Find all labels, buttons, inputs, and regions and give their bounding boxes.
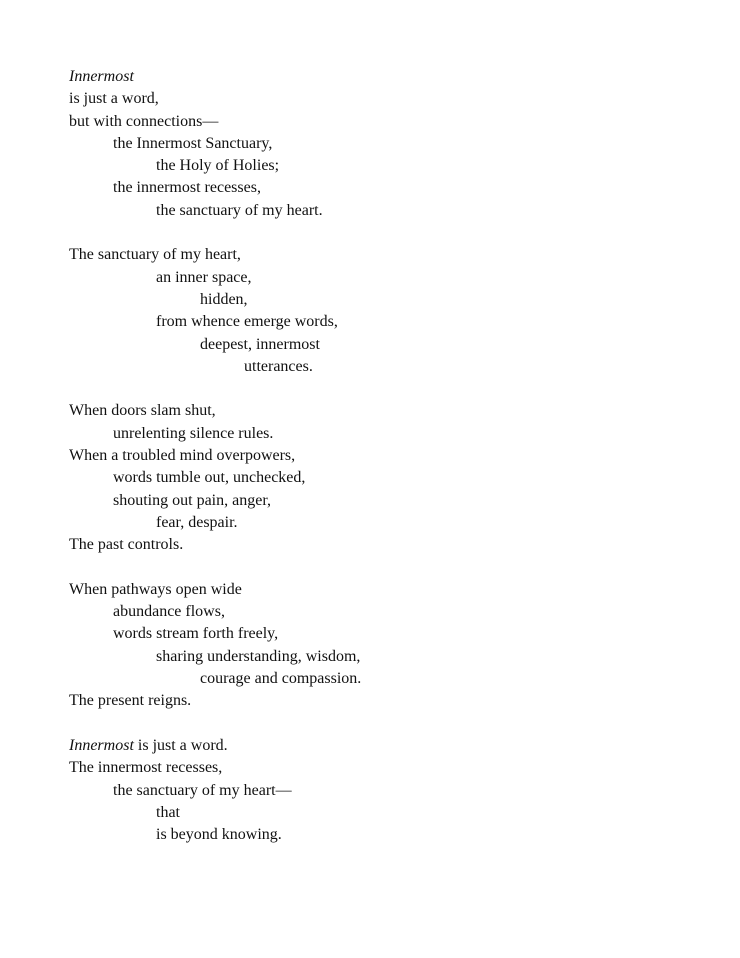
poem-line: that: [156, 803, 180, 821]
poem-line: words tumble out, unchecked,: [113, 469, 306, 487]
poem-line: the sanctuary of my heart.: [156, 201, 323, 219]
poem-line: hidden,: [200, 290, 248, 308]
stanza-3: [69, 400, 689, 556]
poem-line: an inner space,: [156, 268, 252, 286]
poem-line: The innermost recesses,: [69, 759, 223, 777]
poem-line: but with connections—: [69, 112, 219, 130]
poem-line: the innermost recesses,: [113, 179, 261, 197]
poem-line: utterances.: [244, 357, 313, 375]
poem-line: is beyond knowing.: [156, 826, 282, 844]
poem-line: The sanctuary of my heart,: [69, 246, 241, 264]
poem-line: [69, 735, 689, 757]
poem-line: courage and compassion.: [200, 670, 362, 688]
poem-line: the sanctuary of my heart—: [113, 781, 292, 799]
poem-line-italic-word: Innermost: [69, 736, 134, 754]
poem-line: Innermost: [69, 68, 134, 85]
poem-line: abundance flows,: [113, 603, 225, 621]
poem-line: When a troubled mind overpowers,: [69, 447, 296, 465]
poem-line: the Holy of Holies;: [156, 157, 280, 175]
poem-line: deepest, innermost: [200, 335, 320, 353]
poem-line: unrelenting silence rules.: [113, 424, 274, 442]
stanza-4: [69, 579, 689, 713]
poem-line: shouting out pain, anger,: [113, 491, 271, 509]
stanza-2: [69, 244, 689, 378]
poem-line: words stream forth freely,: [113, 625, 279, 643]
stanza-1: [69, 66, 689, 222]
poem-line: is just a word,: [69, 90, 159, 108]
stanza-5: [69, 735, 689, 846]
poem: [69, 66, 689, 869]
poem-line: When doors slam shut,: [69, 402, 216, 420]
poem-line: When pathways open wide: [69, 580, 242, 598]
poem-line-rest: is just a word.: [133, 736, 228, 754]
poem-line: fear, despair.: [156, 513, 238, 531]
poem-line: The past controls.: [69, 536, 184, 554]
poem-line: from whence emerge words,: [156, 313, 338, 331]
poem-line: sharing understanding, wisdom,: [156, 647, 361, 665]
poem-line: the Innermost Sanctuary,: [113, 134, 273, 152]
poem-line: The present reigns.: [69, 692, 192, 710]
